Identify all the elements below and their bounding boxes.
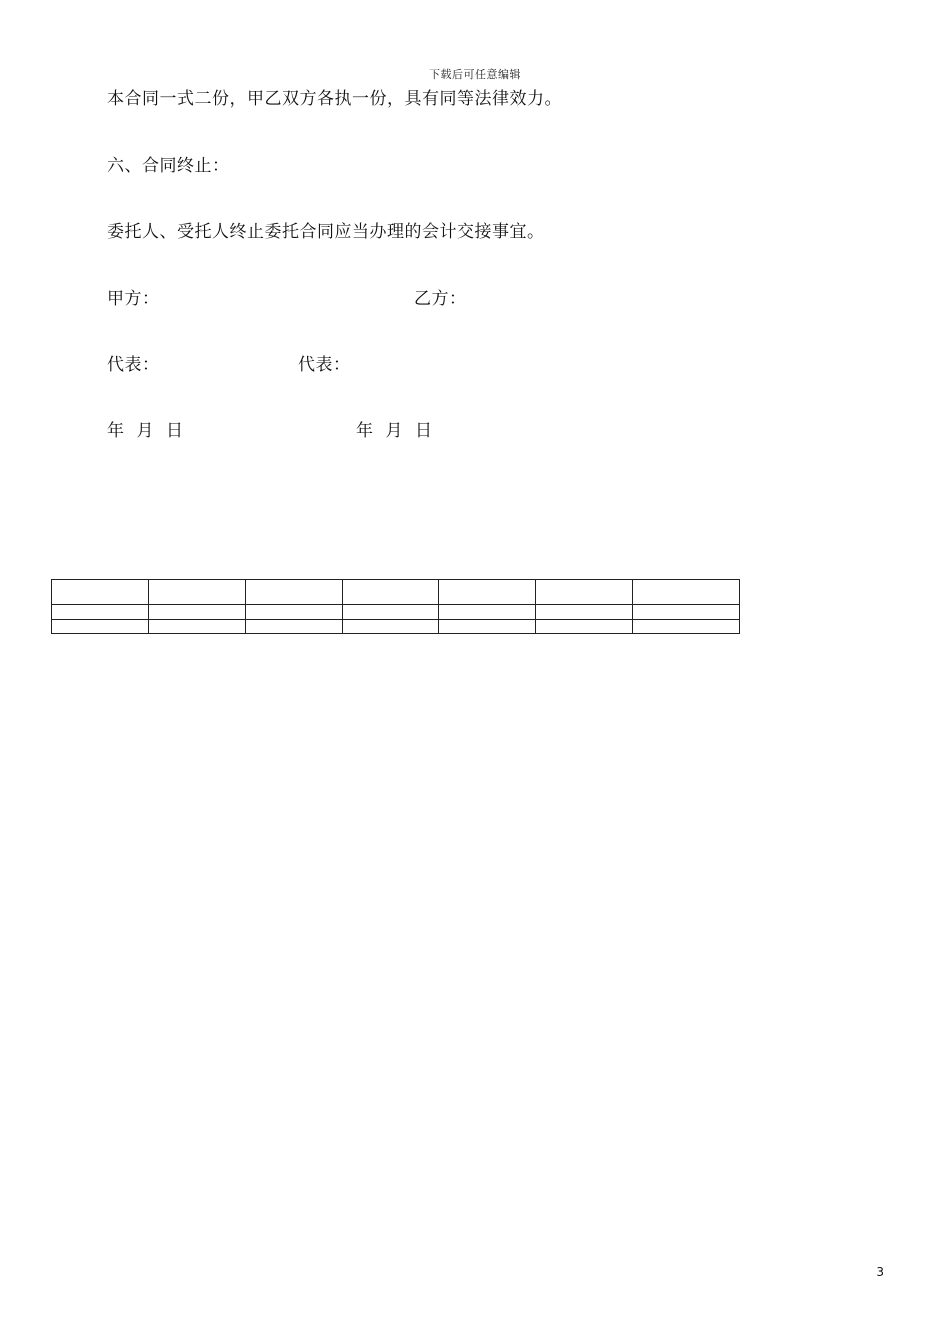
table-cell [536, 605, 633, 620]
table-cell [52, 580, 149, 605]
date-b-year: 年 [356, 421, 374, 441]
table-cell [536, 620, 633, 634]
table-cell [439, 605, 536, 620]
table-cell [245, 580, 342, 605]
table-cell [633, 605, 740, 620]
table-row [52, 605, 740, 620]
header-note: 下载后可任意编辑 [429, 68, 521, 81]
section-six-title: 六、合同终止： [107, 156, 230, 176]
date-a-day: 日 [166, 421, 184, 441]
rep-b-label: 代表： [298, 355, 351, 375]
table-cell [245, 605, 342, 620]
table-row [52, 580, 740, 605]
table-cell [148, 605, 245, 620]
table-cell [536, 580, 633, 605]
table-row [52, 620, 740, 634]
table-cell [439, 620, 536, 634]
table-cell [148, 580, 245, 605]
paragraph-copies: 本合同一式二份，甲乙双方各执一份，具有同等法律效力。 [107, 89, 562, 109]
table-cell [245, 620, 342, 634]
paragraph-termination: 委托人、受托人终止委托合同应当办理的会计交接事宜。 [107, 222, 545, 242]
date-b-day: 日 [415, 421, 433, 441]
table-cell [342, 580, 439, 605]
date-b-month: 月 [385, 421, 403, 441]
table-cell [342, 620, 439, 634]
table-cell [439, 580, 536, 605]
table-cell [52, 620, 149, 634]
table-cell [342, 605, 439, 620]
party-a-label: 甲方： [107, 289, 160, 309]
page-number: 3 [876, 1265, 884, 1279]
date-a [107, 416, 184, 441]
rep-a-label: 代表： [107, 355, 160, 375]
table-cell [633, 580, 740, 605]
table-cell [148, 620, 245, 634]
party-b-label: 乙方： [414, 289, 467, 309]
table-cell [633, 620, 740, 634]
date-b [356, 416, 433, 441]
table-cell [52, 605, 149, 620]
date-a-month: 月 [136, 421, 154, 441]
empty-table [51, 579, 740, 634]
date-a-year: 年 [107, 421, 125, 441]
